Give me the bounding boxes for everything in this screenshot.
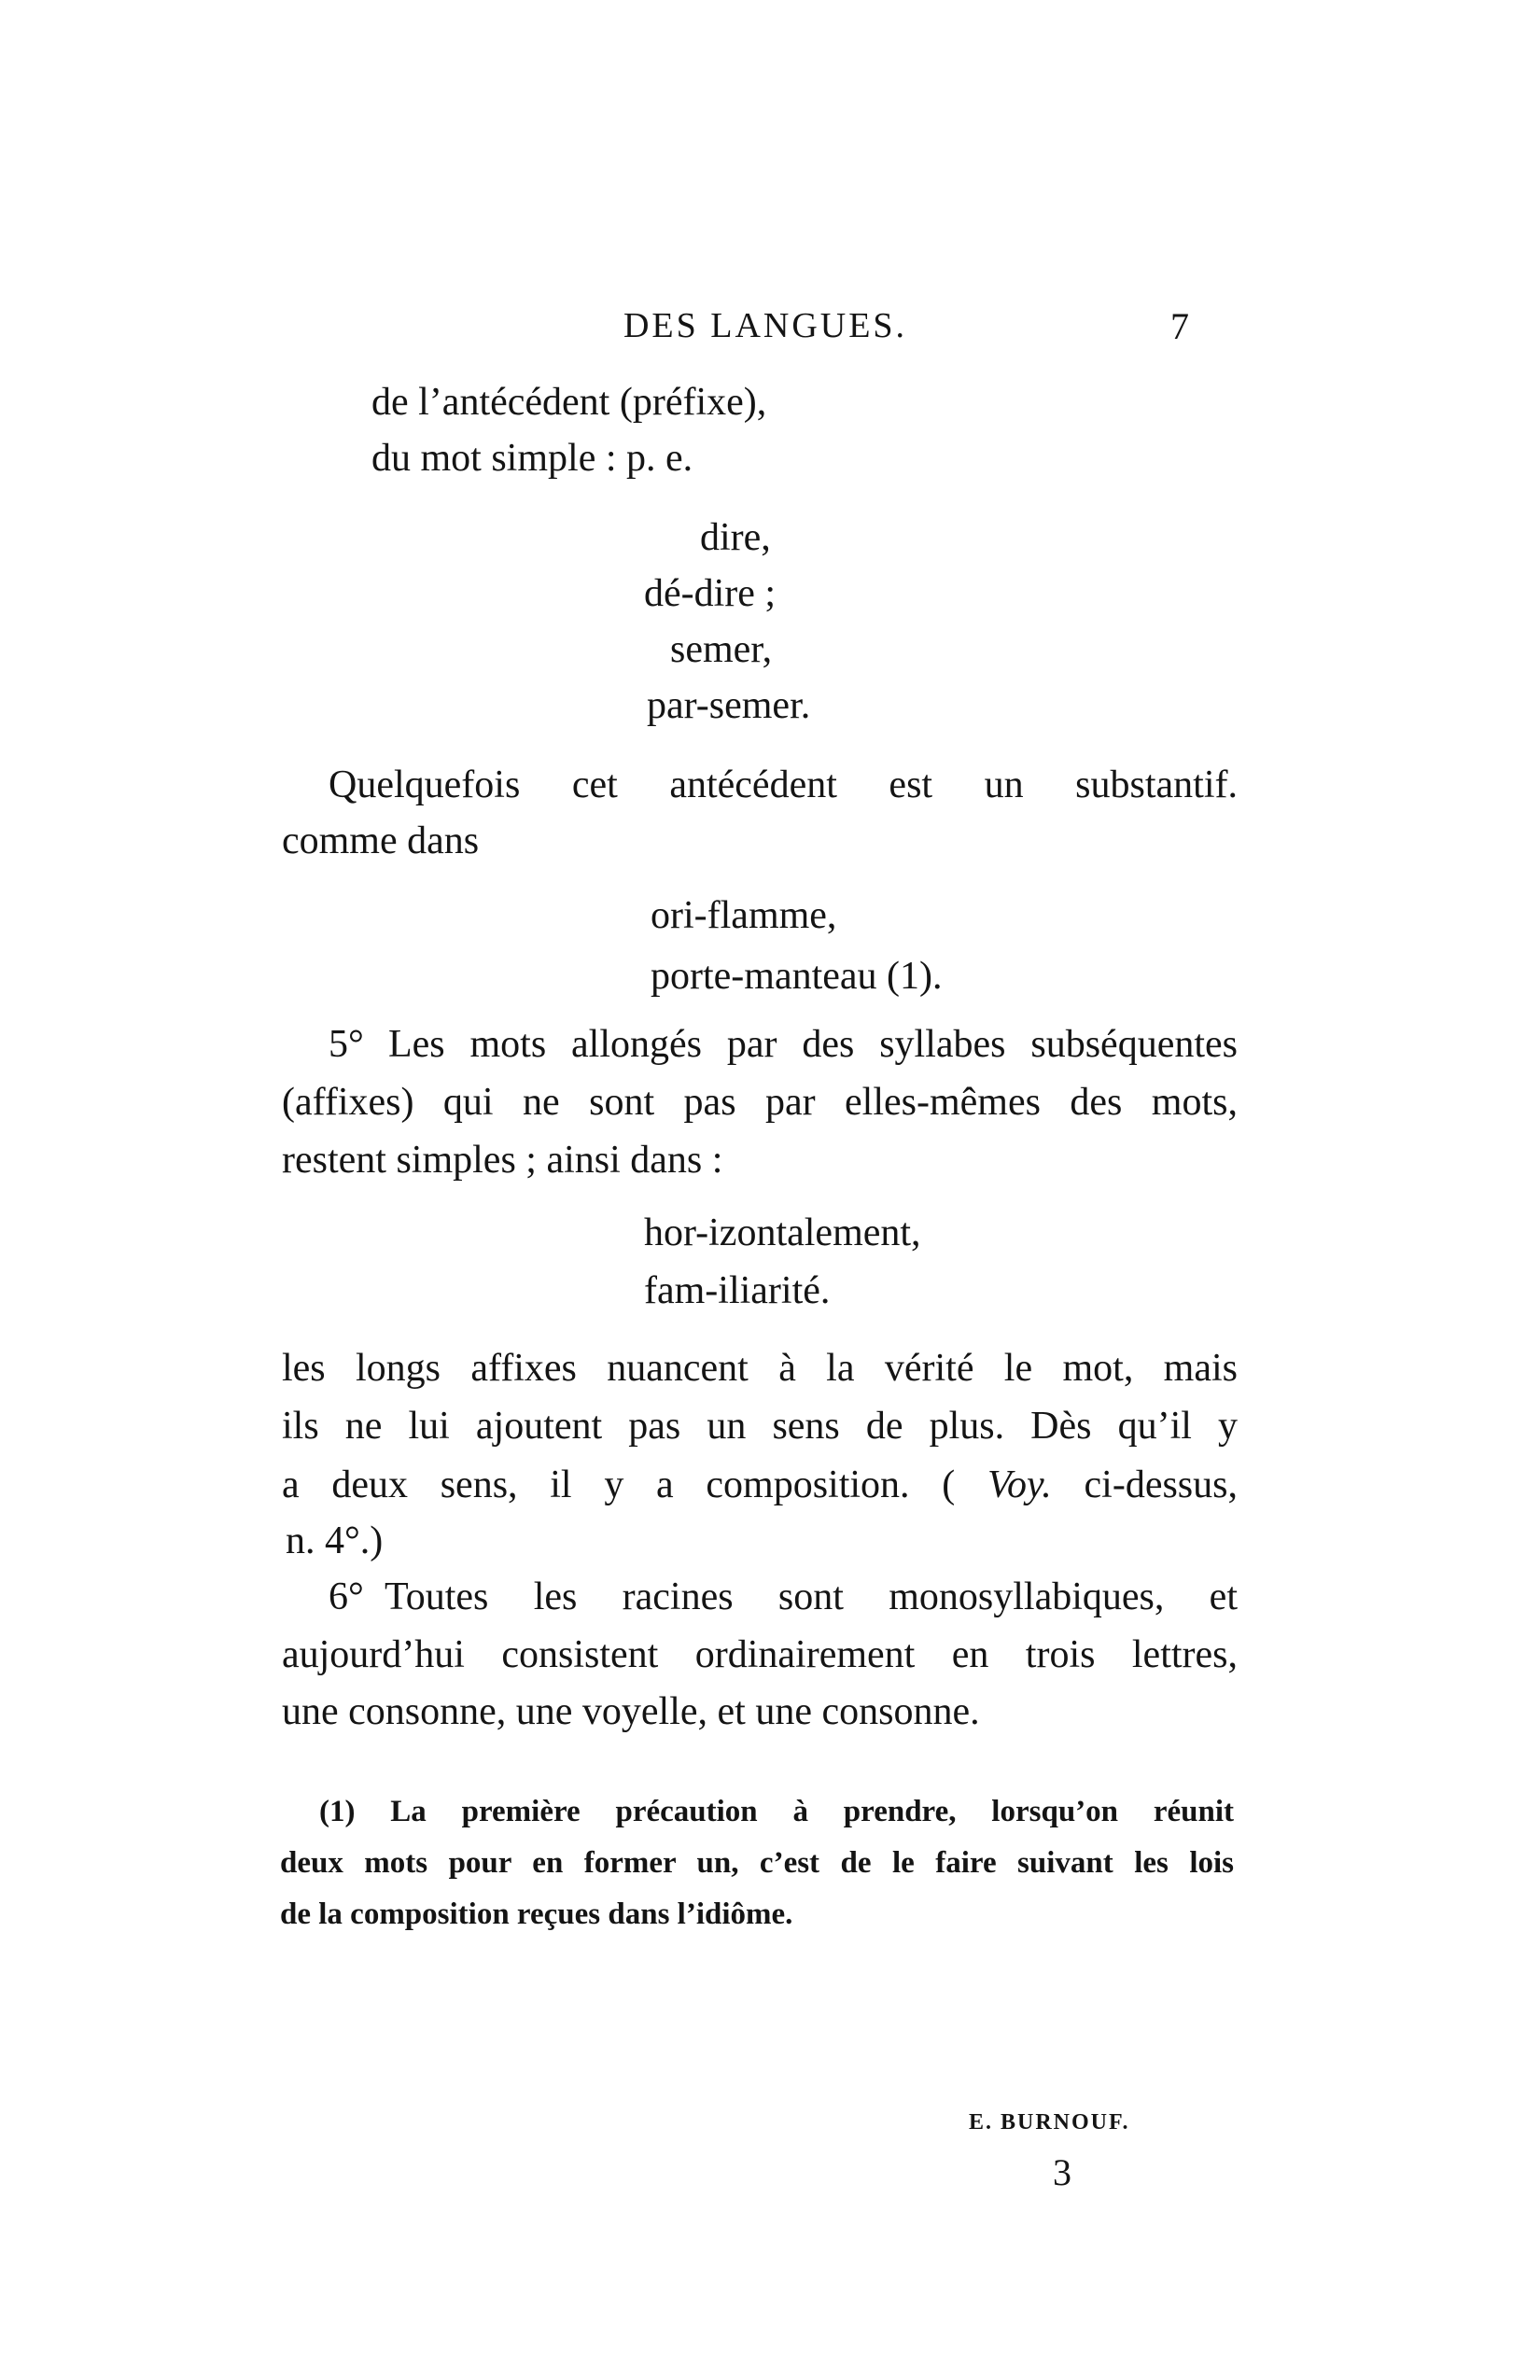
- example-de-dire: dé-dire ;: [644, 572, 777, 615]
- example-ori-flamme: ori-flamme,: [651, 894, 837, 937]
- text-line-9: ils ne lui ajoutent pas un sens de plus. Dès qu’il y: [282, 1405, 1238, 1448]
- text-line-10: [282, 1465, 1238, 1505]
- text-line-10-part-b: ci-dessus,: [1084, 1463, 1238, 1506]
- text-line-14: une consonne, une voyelle, et une consonne.: [282, 1690, 980, 1733]
- text-line-6: (affixes) qui ne sont pas par elles-mêmes des mots,: [282, 1081, 1238, 1124]
- example-dire: dire,: [700, 516, 771, 559]
- text-line-12: Toutes les racines sont monosyllabiques, et: [385, 1575, 1238, 1618]
- text-line-13: aujourd’hui consistent ordinairement en trois lettres,: [282, 1633, 1238, 1676]
- text-line-4: comme dans: [282, 819, 480, 862]
- text-line-11: n. 4°.): [286, 1519, 384, 1562]
- running-title: DES LANGUES.: [623, 306, 908, 345]
- footnote-line-2: deux mots pour en former un, c’est de le faire suivant les lois: [280, 1846, 1234, 1880]
- text-line-10-part-a: a deux sens, il y a composition. (: [282, 1463, 956, 1506]
- voy-abbreviation: Voy.: [987, 1463, 1052, 1506]
- page-number: 7: [1170, 305, 1189, 347]
- text-line-1: de l’antécédent (préfixe),: [371, 381, 767, 424]
- printer-signature-author: E. BURNOUF.: [969, 2110, 1130, 2135]
- paragraph-6-number: 6°: [329, 1575, 364, 1618]
- text-line-8: les longs affixes nuancent à la vérité le mot, mais: [282, 1347, 1238, 1390]
- footnote-line-1: (1) La première précaution à prendre, lorsqu’on réunit: [319, 1795, 1234, 1828]
- example-par-semer: par-semer.: [647, 684, 811, 727]
- footnote-line-3: de la composition reçues dans l’idiôme.: [280, 1897, 793, 1931]
- example-semer: semer,: [670, 628, 773, 671]
- paragraph-5-number: 5°: [329, 1023, 364, 1066]
- text-line-5: Les mots allongés par des syllabes subséquentes: [388, 1023, 1238, 1066]
- example-fam-iliarite: fam-iliarité.: [644, 1269, 831, 1312]
- example-porte-manteau: porte-manteau (1).: [651, 955, 943, 998]
- running-header: [0, 305, 1540, 347]
- text-line-7: restent simples ; ainsi dans :: [282, 1139, 723, 1182]
- example-hor-izontalement: hor-izontalement,: [644, 1211, 921, 1254]
- text-line-2: du mot simple : p. e.: [371, 437, 693, 480]
- text-line-3: Quelquefois cet antécédent est un substantif.: [329, 763, 1238, 806]
- printer-signature-number: 3: [1053, 2151, 1071, 2193]
